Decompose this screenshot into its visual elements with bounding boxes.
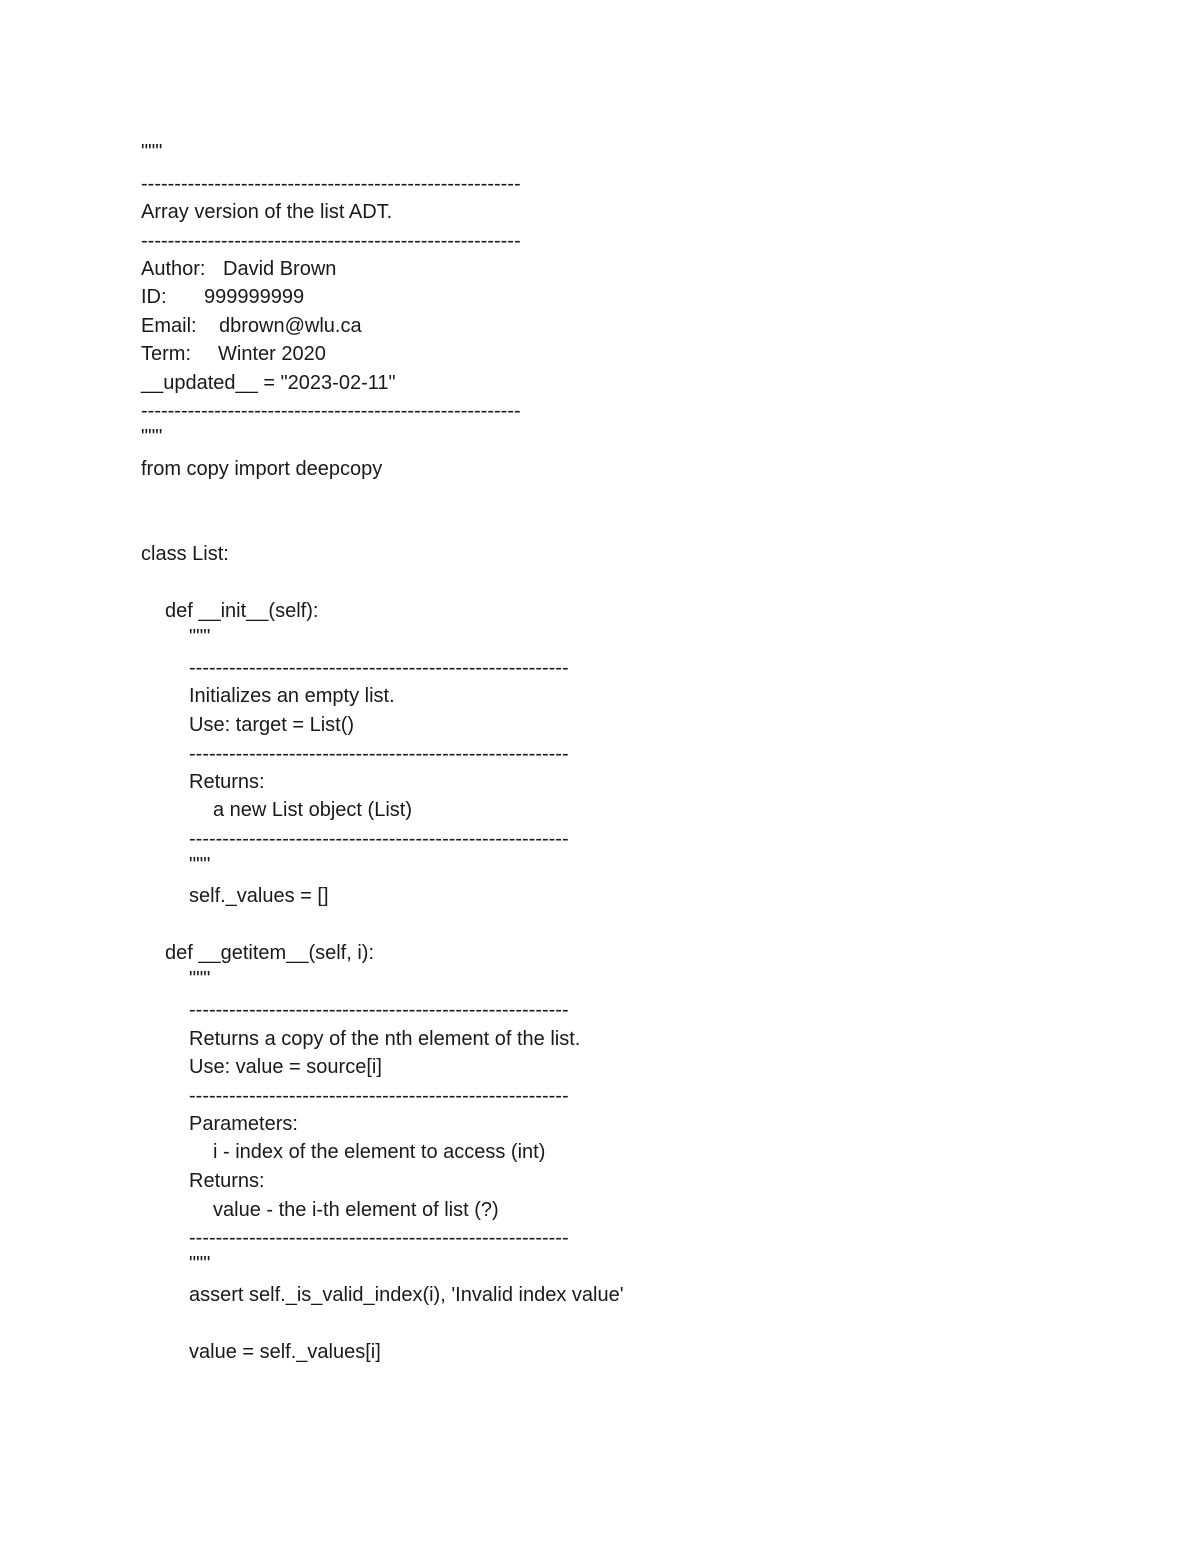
getitem-returns-label: Returns: xyxy=(189,1170,265,1192)
docstring-open: """ xyxy=(141,141,163,163)
email-line xyxy=(141,314,362,338)
init-body: self._values = [] xyxy=(189,885,329,907)
getitem-param-i: i - index of the element to access (int) xyxy=(213,1141,546,1163)
init-docstring-open: """ xyxy=(189,626,211,648)
init-rule-1: --------------------------------------------------------- xyxy=(189,657,569,679)
getitem-returns-value: value - the i-th element of list (?) xyxy=(213,1199,499,1221)
docstring-close: """ xyxy=(141,426,163,448)
email-value: dbrown@wlu.ca xyxy=(219,315,362,337)
getitem-use: Use: value = source[i] xyxy=(189,1056,382,1078)
id-label: ID: xyxy=(141,286,167,308)
id-line xyxy=(141,285,304,309)
author-line xyxy=(141,257,336,281)
rule-top: --------------------------------------------------------- xyxy=(141,173,521,195)
rule-mid: --------------------------------------------------------- xyxy=(141,230,521,252)
getitem-assert: assert self._is_valid_index(i), 'Invalid index value' xyxy=(189,1284,624,1306)
init-def-line: def __init__(self): xyxy=(165,600,319,622)
class-declaration: class List: xyxy=(141,543,229,565)
getitem-docstring-close: """ xyxy=(189,1253,211,1275)
init-rule-3: --------------------------------------------------------- xyxy=(189,828,569,850)
getitem-rule-1: --------------------------------------------------------- xyxy=(189,999,569,1021)
author-label: Author: xyxy=(141,258,206,280)
getitem-summary: Returns a copy of the nth element of the list. xyxy=(189,1028,581,1050)
getitem-value-line: value = self._values[i] xyxy=(189,1341,381,1363)
getitem-def-line: def __getitem__(self, i): xyxy=(165,942,374,964)
init-returns-value: a new List object (List) xyxy=(213,799,412,821)
email-label: Email: xyxy=(141,315,197,337)
rule-bottom: --------------------------------------------------------- xyxy=(141,400,521,422)
author-value: David Brown xyxy=(223,258,337,280)
term-label: Term: xyxy=(141,343,191,365)
init-summary: Initializes an empty list. xyxy=(189,685,395,707)
id-value: 999999999 xyxy=(204,286,305,308)
getitem-rule-2: --------------------------------------------------------- xyxy=(189,1085,569,1107)
init-rule-2: --------------------------------------------------------- xyxy=(189,743,569,765)
init-docstring-close: """ xyxy=(189,854,211,876)
getitem-params-label: Parameters: xyxy=(189,1113,298,1135)
getitem-docstring-open: """ xyxy=(189,968,211,990)
getitem-rule-3: --------------------------------------------------------- xyxy=(189,1227,569,1249)
init-use: Use: target = List() xyxy=(189,714,355,736)
module-title: Array version of the list ADT. xyxy=(141,201,393,223)
init-returns-label: Returns: xyxy=(189,771,265,793)
updated-line: __updated__ = "2023-02-11" xyxy=(141,372,396,394)
term-value: Winter 2020 xyxy=(218,343,326,365)
term-line xyxy=(141,342,326,366)
import-line: from copy import deepcopy xyxy=(141,458,383,480)
